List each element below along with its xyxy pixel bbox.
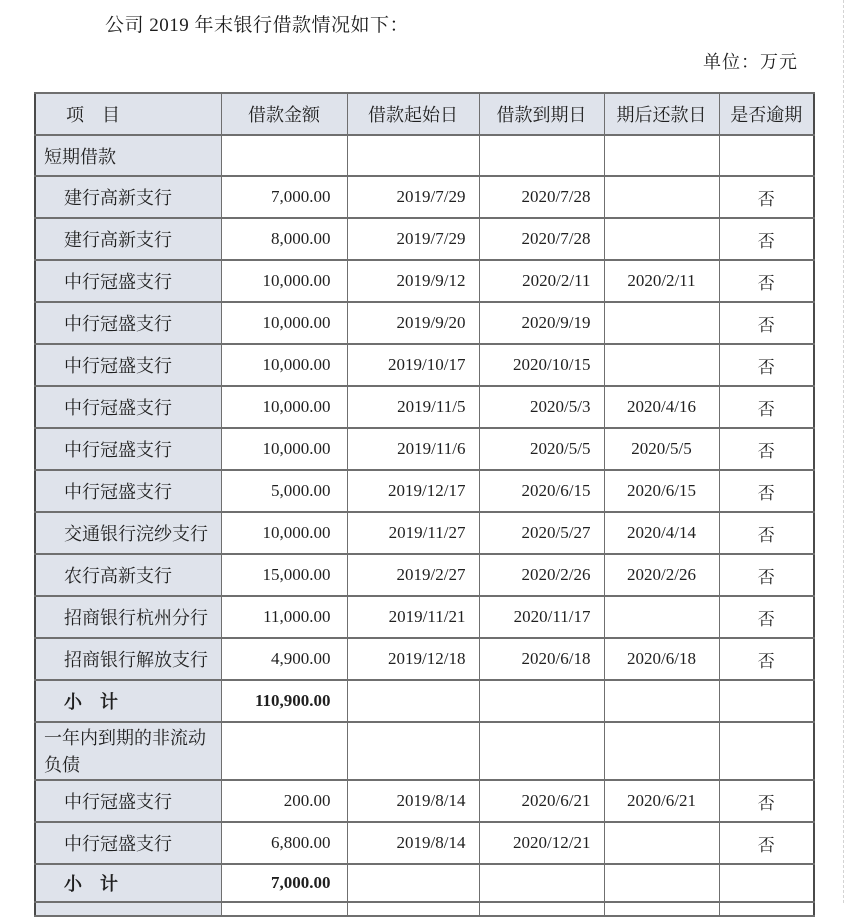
unit-label: 单位：万元 xyxy=(703,52,798,72)
cell-due-date: 2020/2/11 xyxy=(479,260,604,302)
table-body xyxy=(35,135,814,916)
cell-repay-date xyxy=(604,822,719,864)
cell-repay-date: 2020/6/15 xyxy=(604,470,719,512)
cell-amount xyxy=(221,902,347,916)
cell-overdue xyxy=(719,902,814,916)
table-row xyxy=(35,680,814,722)
cell-item: 一年内到期的非流动负债 xyxy=(35,722,221,780)
cell-start-date xyxy=(347,680,479,722)
cell-start-date xyxy=(347,902,479,916)
cell-overdue: 否 xyxy=(719,260,814,302)
cell-due-date: 2020/5/27 xyxy=(479,512,604,554)
cell-overdue: 否 xyxy=(719,512,814,554)
cell-start-date: 2019/7/29 xyxy=(347,218,479,260)
cell-repay-date: 2020/6/21 xyxy=(604,780,719,822)
cell-repay-date xyxy=(604,135,719,176)
cell-overdue: 否 xyxy=(719,344,814,386)
cell-item: 中行冠盛支行 xyxy=(35,344,221,386)
cell-item: 建行高新支行 xyxy=(35,218,221,260)
cell-repay-date: 2020/4/16 xyxy=(604,386,719,428)
cell-item: 小 计 xyxy=(35,680,221,722)
table-row xyxy=(35,386,814,428)
cell-overdue: 否 xyxy=(719,638,814,680)
cell-start-date: 2019/11/27 xyxy=(347,512,479,554)
cell-repay-date: 2020/4/14 xyxy=(604,512,719,554)
cell-amount: 15,000.00 xyxy=(221,554,347,596)
cell-amount: 10,000.00 xyxy=(221,428,347,470)
table-row xyxy=(35,596,814,638)
cell-repay-date xyxy=(604,680,719,722)
cell-repay-date xyxy=(604,344,719,386)
cell-item: 农行高新支行 xyxy=(35,554,221,596)
cell-overdue: 否 xyxy=(719,386,814,428)
table-row xyxy=(35,722,814,780)
cell-repay-date xyxy=(604,596,719,638)
table-row xyxy=(35,780,814,822)
cell-amount: 10,000.00 xyxy=(221,302,347,344)
cell-repay-date: 2020/2/11 xyxy=(604,260,719,302)
cell-amount xyxy=(221,135,347,176)
table-row xyxy=(35,470,814,512)
cell-item: 中行冠盛支行 xyxy=(35,302,221,344)
cell-overdue: 否 xyxy=(719,470,814,512)
cell-amount: 11,000.00 xyxy=(221,596,347,638)
table-row xyxy=(35,554,814,596)
cell-amount xyxy=(221,722,347,780)
cell-due-date: 2020/7/28 xyxy=(479,176,604,218)
cell-due-date: 2020/10/15 xyxy=(479,344,604,386)
cell-repay-date: 2020/2/26 xyxy=(604,554,719,596)
cell-item: 中行冠盛支行 xyxy=(35,260,221,302)
cell-item xyxy=(35,902,221,916)
cell-repay-date xyxy=(604,902,719,916)
cell-start-date: 2019/10/17 xyxy=(347,344,479,386)
cell-item: 交通银行浣纱支行 xyxy=(35,512,221,554)
cell-amount: 10,000.00 xyxy=(221,344,347,386)
cell-amount: 5,000.00 xyxy=(221,470,347,512)
cell-overdue xyxy=(719,722,814,780)
cell-due-date: 2020/7/28 xyxy=(479,218,604,260)
cell-amount: 10,000.00 xyxy=(221,512,347,554)
cell-repay-date xyxy=(604,864,719,902)
cell-overdue: 否 xyxy=(719,428,814,470)
table-row xyxy=(35,218,814,260)
page-edge-line xyxy=(843,0,844,903)
cell-due-date xyxy=(479,722,604,780)
header-row xyxy=(35,93,814,135)
cell-start-date: 2019/7/29 xyxy=(347,176,479,218)
column-header-amount: 借款金额 xyxy=(221,93,347,135)
table-row xyxy=(35,344,814,386)
cell-due-date xyxy=(479,680,604,722)
cell-item: 中行冠盛支行 xyxy=(35,822,221,864)
cell-due-date xyxy=(479,135,604,176)
cell-item: 建行高新支行 xyxy=(35,176,221,218)
table-row xyxy=(35,135,814,176)
cell-start-date xyxy=(347,135,479,176)
cell-overdue: 否 xyxy=(719,596,814,638)
cell-repay-date xyxy=(604,176,719,218)
cell-repay-date xyxy=(604,218,719,260)
cell-amount: 8,000.00 xyxy=(221,218,347,260)
cell-repay-date: 2020/6/18 xyxy=(604,638,719,680)
table-header xyxy=(35,93,814,135)
cell-repay-date xyxy=(604,722,719,780)
cell-start-date xyxy=(347,864,479,902)
cell-start-date: 2019/8/14 xyxy=(347,822,479,864)
cell-item: 招商银行解放支行 xyxy=(35,638,221,680)
cell-overdue: 否 xyxy=(719,218,814,260)
document-title: 公司 2019 年末银行借款情况如下： xyxy=(105,15,410,36)
cell-item: 中行冠盛支行 xyxy=(35,780,221,822)
cell-due-date: 2020/2/26 xyxy=(479,554,604,596)
cell-due-date xyxy=(479,902,604,916)
cell-item: 短期借款 xyxy=(35,135,221,176)
table-row xyxy=(35,512,814,554)
cell-start-date: 2019/2/27 xyxy=(347,554,479,596)
table-row xyxy=(35,822,814,864)
cell-start-date: 2019/11/6 xyxy=(347,428,479,470)
cell-amount: 10,000.00 xyxy=(221,260,347,302)
cell-repay-date: 2020/5/5 xyxy=(604,428,719,470)
cell-due-date: 2020/11/17 xyxy=(479,596,604,638)
column-header-overdue: 是否逾期 xyxy=(719,93,814,135)
cell-due-date: 2020/6/21 xyxy=(479,780,604,822)
cell-start-date: 2019/12/18 xyxy=(347,638,479,680)
cell-amount: 7,000.00 xyxy=(221,176,347,218)
cell-start-date: 2019/11/5 xyxy=(347,386,479,428)
cell-amount: 7,000.00 xyxy=(221,864,347,902)
cell-start-date: 2019/11/21 xyxy=(347,596,479,638)
cell-item: 招商银行杭州分行 xyxy=(35,596,221,638)
cell-overdue: 否 xyxy=(719,554,814,596)
cell-overdue: 否 xyxy=(719,822,814,864)
cell-item: 中行冠盛支行 xyxy=(35,386,221,428)
table-row xyxy=(35,176,814,218)
column-header-due-date: 借款到期日 xyxy=(479,93,604,135)
cell-overdue xyxy=(719,680,814,722)
cell-due-date xyxy=(479,864,604,902)
column-header-item: 项 目 xyxy=(35,93,221,135)
table-row xyxy=(35,864,814,902)
table-row xyxy=(35,302,814,344)
cell-due-date: 2020/9/19 xyxy=(479,302,604,344)
cell-due-date: 2020/12/21 xyxy=(479,822,604,864)
cell-amount: 10,000.00 xyxy=(221,386,347,428)
table-row xyxy=(35,638,814,680)
cell-repay-date xyxy=(604,302,719,344)
bank-loan-table xyxy=(34,92,815,917)
cell-overdue xyxy=(719,135,814,176)
cell-start-date: 2019/8/14 xyxy=(347,780,479,822)
cell-item: 中行冠盛支行 xyxy=(35,428,221,470)
cell-due-date: 2020/6/18 xyxy=(479,638,604,680)
column-header-start-date: 借款起始日 xyxy=(347,93,479,135)
cell-start-date xyxy=(347,722,479,780)
cell-overdue: 否 xyxy=(719,176,814,218)
cell-item: 中行冠盛支行 xyxy=(35,470,221,512)
cell-start-date: 2019/9/12 xyxy=(347,260,479,302)
cell-overdue xyxy=(719,864,814,902)
cell-item: 小 计 xyxy=(35,864,221,902)
table-row xyxy=(35,260,814,302)
cell-due-date: 2020/5/3 xyxy=(479,386,604,428)
cell-overdue: 否 xyxy=(719,780,814,822)
cell-due-date: 2020/6/15 xyxy=(479,470,604,512)
cell-amount: 4,900.00 xyxy=(221,638,347,680)
cell-start-date: 2019/9/20 xyxy=(347,302,479,344)
cell-amount: 200.00 xyxy=(221,780,347,822)
table-row xyxy=(35,902,814,916)
cell-due-date: 2020/5/5 xyxy=(479,428,604,470)
column-header-repay-date: 期后还款日 xyxy=(604,93,719,135)
cell-amount: 110,900.00 xyxy=(221,680,347,722)
cell-start-date: 2019/12/17 xyxy=(347,470,479,512)
cell-overdue: 否 xyxy=(719,302,814,344)
table-row xyxy=(35,428,814,470)
cell-amount: 6,800.00 xyxy=(221,822,347,864)
